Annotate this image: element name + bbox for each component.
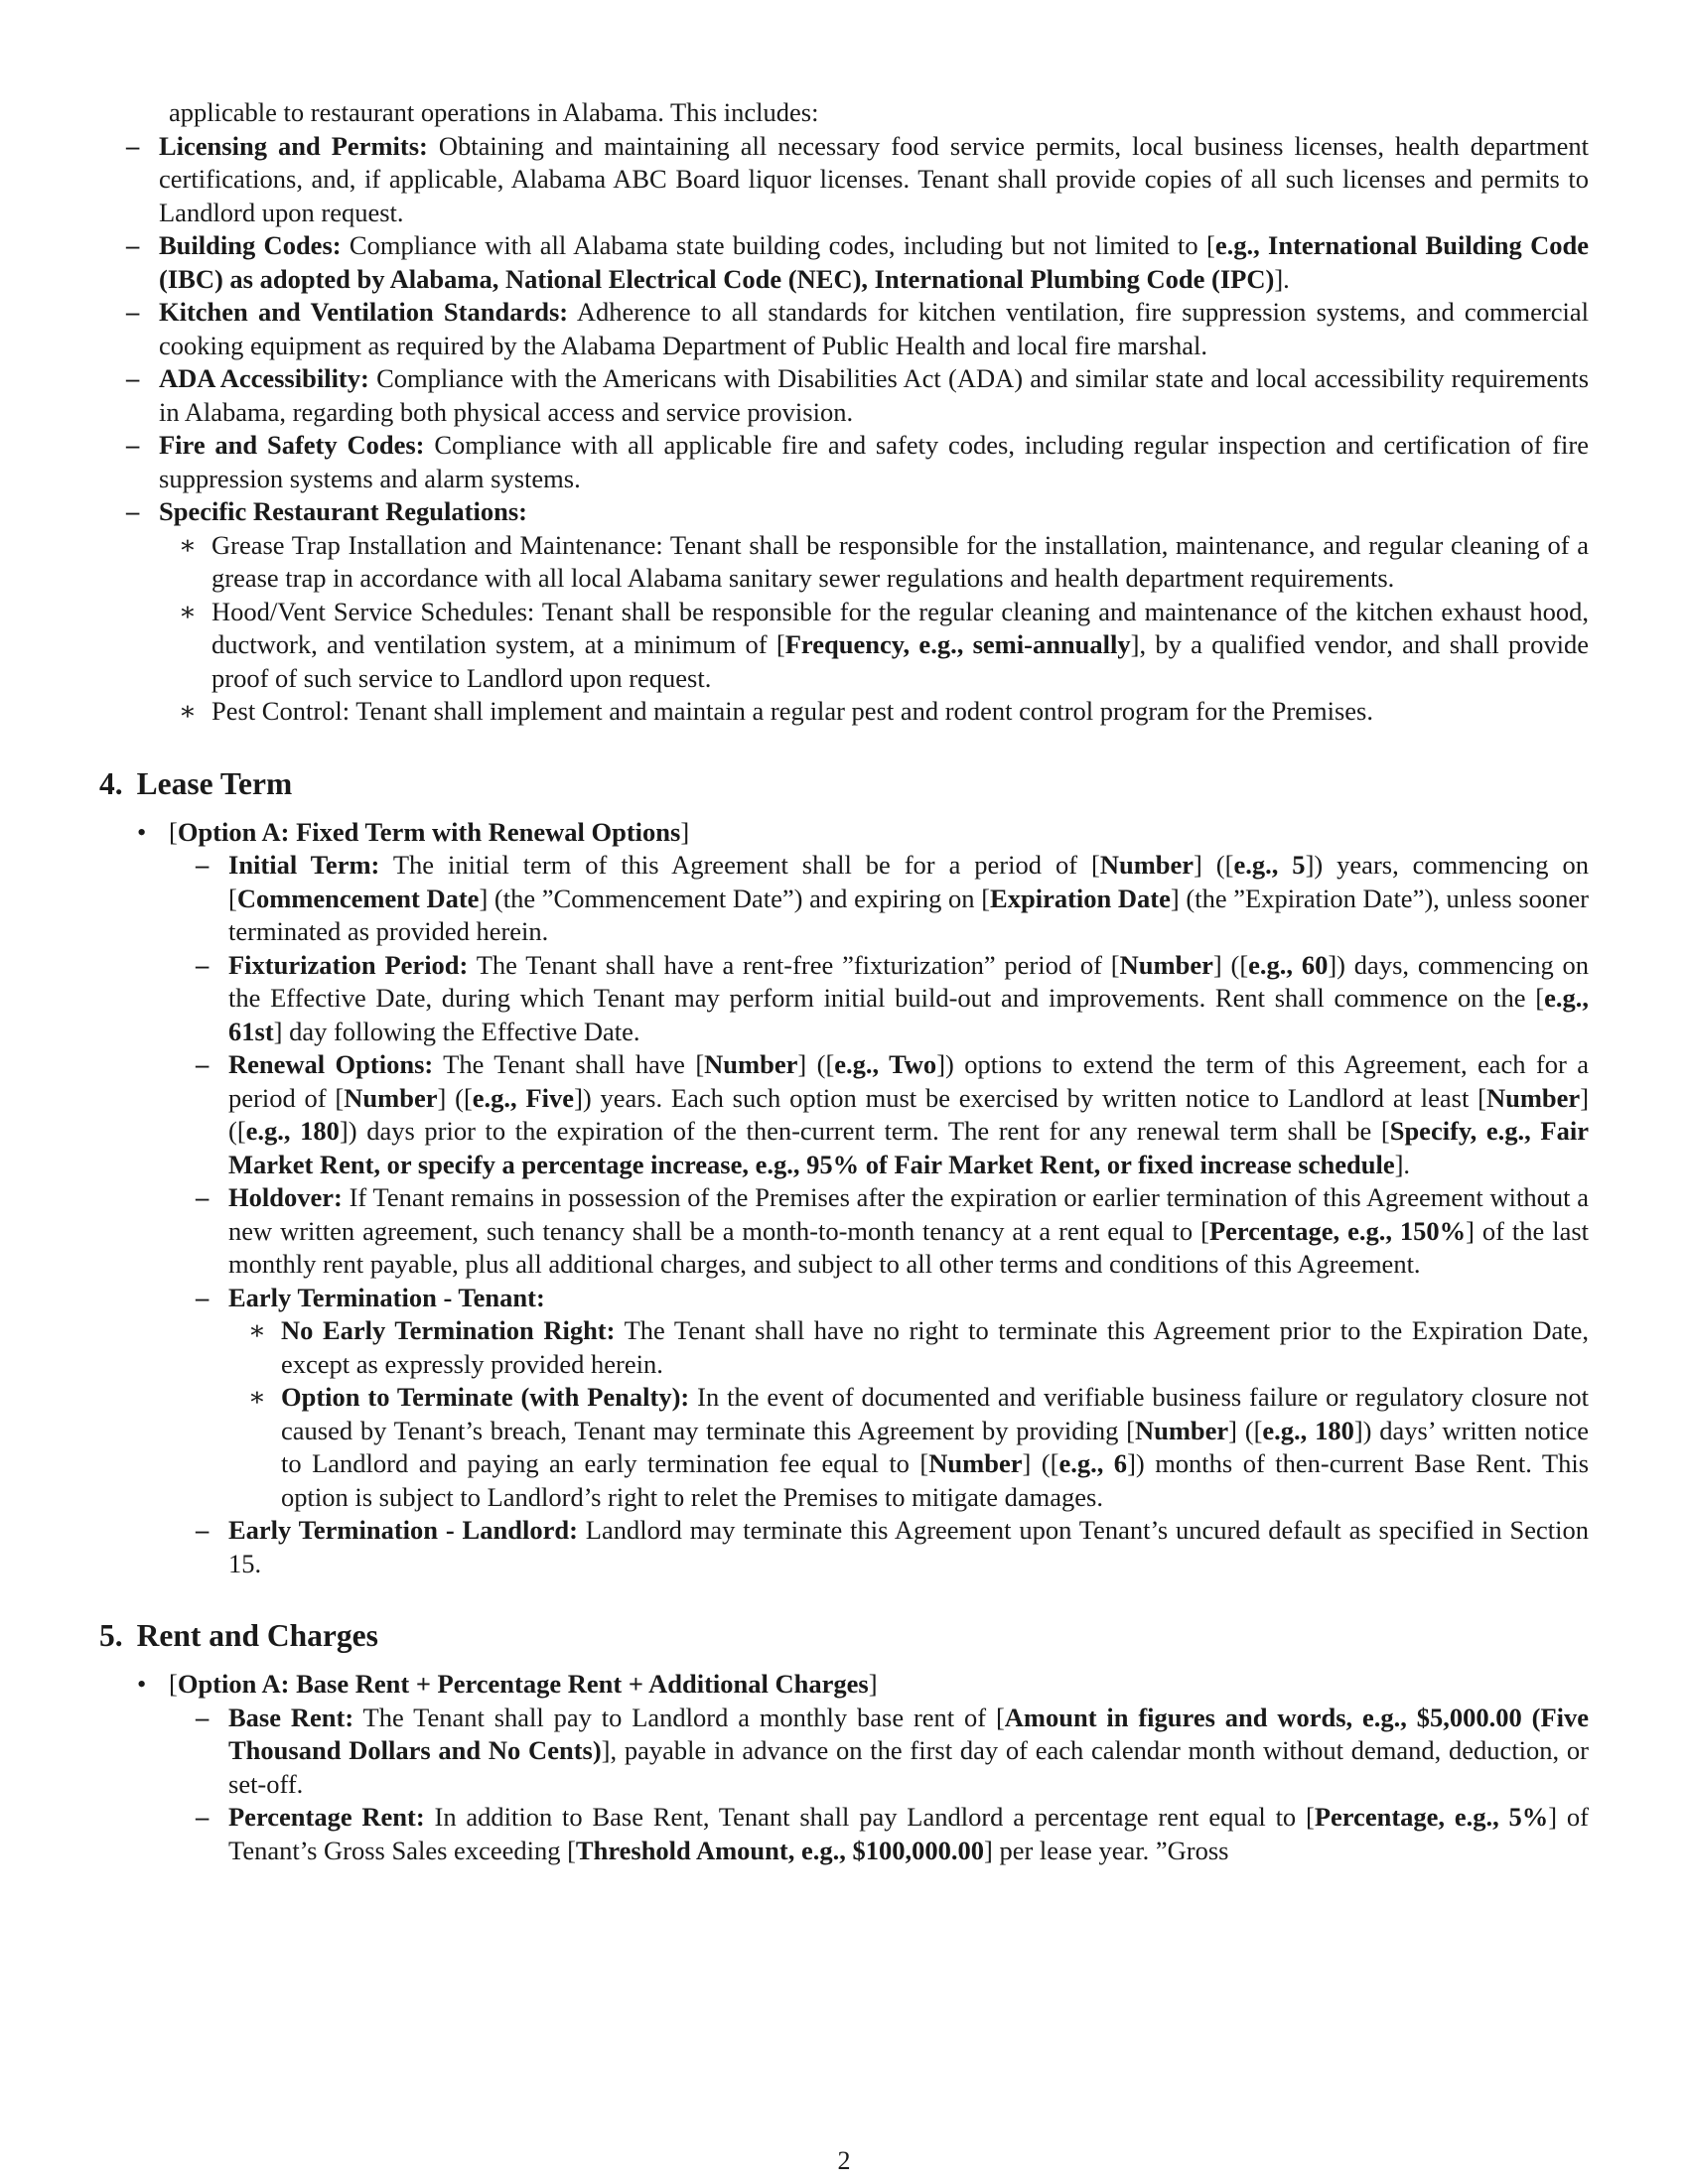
list-item-pest-control (159, 695, 1589, 729)
placeholder-field: Percentage, e.g., 5% (1314, 1802, 1549, 1832)
placeholder-field: e.g., 6 (1058, 1448, 1128, 1478)
item-text: Adherence to all standards for kitchen ventilation, fire suppression systems, and commercial cooking equipment as required by the Alabama Department of Public Health and local fire marshal. (159, 297, 1589, 360)
lease-term-options (99, 816, 1589, 1581)
list-item-option-to-terminate: ∗ Option to Terminate (with Penalty): In the event of documented and verifiable business failure or regulatory closure not caused by Tenant’s breach, Tenant may terminate this Agreement by providing [Number] ([e.g., 180]) days’ written notice to Landlord and paying an early termination fee equal to [Number] ([e.g., 6]) months of then-current Base Rent. This option is subject to Landlord’s right to relet the Premises to mitigate damages. (228, 1381, 1589, 1514)
document-page (99, 96, 1589, 1867)
page-number: 2 (837, 2146, 851, 2175)
item-text: The initial term of this Agreement shall be for a period of (392, 850, 1091, 880)
item-label: Percentage Rent: (228, 1802, 425, 1832)
item-text: day following the Effective Date. (282, 1016, 640, 1046)
compliance-list (30, 130, 1589, 729)
item-text-end: . (1283, 263, 1290, 294)
section-number: 4. (99, 765, 123, 801)
item-text: Compliance with all applicable fire and safety codes, including regular inspection and certification of fire suppression systems and alarm systems. (159, 430, 1589, 493)
item-text: ( (1201, 850, 1225, 880)
item-text: Pest Control: Tenant shall implement and maintain a regular pest and rodent control program for the Premises. (211, 696, 1373, 726)
section-heading-lease-term (99, 764, 1589, 804)
placeholder-field: Amount in figures and words, e.g., $5,000.00 (Five Thousand Dollars and No Cents) (228, 1702, 1590, 1765)
item-text: Obtaining and maintaining all necessary food service permits, local business licenses, health department certifications, and, if applicable, Alabama ABC Board liquor licenses. Tenant shall provide copies of all such licenses and permits to Landlord upon request. (159, 130, 1589, 227)
specific-regulations-list (159, 529, 1589, 729)
placeholder-field: Percentage, e.g., 150% (1208, 1215, 1467, 1246)
list-item-hood-vent: ∗ Hood/Vent Service Schedules: Tenant shall be responsible for the regular cleaning and maintenance of the kitchen exhaust hood, ductwork, and ventilation system, at a minimum of [Frequency, e.g., semi-annually], by a qualified vendor, and shall provide proof of such service to Landlord upon request. (159, 596, 1589, 696)
item-text: ( (806, 1049, 826, 1079)
list-item-early-termination-landlord (99, 1514, 1589, 1580)
list-item-percentage-rent: – Percentage Rent: In addition to Base Rent, Tenant shall pay Landlord a percentage rent equal to [Percentage, e.g., 5%] of Tenant’s Gross Sales exceeding [Threshold Amount, e.g., $100,000.00] per lease year. ”Gross (99, 1801, 1589, 1867)
list-item-grease-trap (159, 529, 1589, 596)
item-text: (the ”Commencement Date”) and expiring on (488, 883, 982, 913)
section-title: Rent and Charges (136, 1618, 378, 1653)
item-text: The Tenant shall pay to Landlord a monthly base rent of (362, 1702, 996, 1732)
option-label: Option A: Fixed Term with Renewal Options (177, 816, 681, 847)
list-item-initial-term: – Initial Term: The initial term of this Agreement shall be for a period of [Number] ([e.g., 5]) years, commencing on [Commencement Date] (the ”Commencement Date”) and expiring on [Expiration Date] (the ”Expiration Date”), unless sooner terminated as provided herein. (99, 849, 1589, 949)
section-title: Lease Term (136, 765, 293, 801)
item-label: ADA Accessibility: (159, 363, 369, 393)
list-item-licensing (30, 130, 1589, 230)
placeholder-field: e.g., 180 (245, 1116, 340, 1146)
placeholder-field: Number (928, 1448, 1023, 1478)
placeholder-field: Number (1485, 1082, 1581, 1113)
placeholder-field: Threshold Amount, e.g., $100,000.00 (575, 1835, 984, 1865)
section-heading-rent-charges (99, 1616, 1589, 1656)
list-item-no-early-termination (228, 1314, 1589, 1381)
list-item-building-codes: – Building Codes: Compliance with all Alabama state building codes, including but not limited to [e.g., International Building Code (IBC) as adopted by Alabama, National Electrical Code (NEC), International Plumbing Code (IPC)]. (30, 229, 1589, 296)
early-termination-tenant-list (228, 1314, 1589, 1514)
item-text: In addition to Base Rent, Tenant shall pay Landlord a percentage rent equal to (434, 1802, 1306, 1832)
item-label: Holdover: (228, 1182, 343, 1212)
item-text: . (1403, 1149, 1411, 1179)
item-text: Compliance with the Americans with Disabilities Act (ADA) and similar state and local accessibility requirements in Alabama, regarding both physical access and service provision. (159, 363, 1590, 427)
item-text: ( (446, 1082, 464, 1113)
item-text: ) months of then-current Base Rent. This option is subject to Landlord’s right to relet the Premises to mitigate damages. (281, 1448, 1590, 1512)
item-text: ) years, commencing on (1314, 850, 1589, 880)
rent-options (99, 1668, 1589, 1867)
item-label: No Early Termination Right: (281, 1315, 616, 1345)
rent-list (99, 1702, 1589, 1868)
list-item-ada (30, 362, 1589, 429)
item-label: Fire and Safety Codes: (159, 430, 425, 460)
placeholder-field: Commencement Date (236, 883, 480, 913)
item-text: Grease Trap Installation and Maintenance: Tenant shall be responsible for the installation, maintenance, and regular cleaning of a grease trap in accordance with all local Alabama sanitary sewer regulations and health department requirements. (211, 529, 1589, 593)
item-label: Early Termination - Landlord: (228, 1515, 578, 1545)
placeholder-field: e.g., 61st (228, 983, 1589, 1046)
item-text: ( (1221, 949, 1240, 980)
option-item: • [Option A: Base Rent + Percentage Rent + Additional Charges] – Base Rent: The Tenant shall pay to Landlord a monthly base rent of [Amount in figures and words, e.g., $5,000.00 (Five Thousand Dollars and No Cents)], payable in advance on the first day of each calendar month without demand, deduction, or set-off. – Percentage Rent: In addition to Base Rent, Tenant shall pay Landlord a percentage rent equal to [Percentage, e.g., 5%] of Tenant’s Gross Sales exceeding [Threshold Amount, e.g., $100,000.00] per lease year. ”Gross (99, 1668, 1589, 1867)
item-text-end: , by a qualified vendor, and shall provide proof of such service to Landlord upon request. (211, 629, 1589, 693)
placeholder-field: e.g., Two (834, 1049, 937, 1079)
item-label: Renewal Options: (228, 1049, 434, 1079)
item-text: In the event of documented and verifiable business failure or regulatory closure not caused by Tenant’s breach, Tenant may terminate this Agreement by providing (281, 1382, 1590, 1445)
item-label: Kitchen and Ventilation Standards: (159, 297, 569, 327)
item-text: ( (1237, 1415, 1254, 1445)
item-text: ) days prior to the expiration of the then-current term. The rent for any renewal term shall be (348, 1116, 1381, 1146)
item-text: The Tenant shall have (443, 1049, 696, 1079)
list-item-renewal-options: – Renewal Options: The Tenant shall have [Number] ([e.g., Two]) options to extend the term of this Agreement, each for a period of [Number] ([e.g., Five]) years. Each such option must be exercised by written notice to Landlord at least [Number] ([e.g., 180]) days prior to the expiration of the then-current term. The rent for any renewal term shall be [Specify, e.g., Fair Market Rent, or specify a percentage increase, e.g., 95% of Fair Market Rent, or fixed increase schedule]. (99, 1048, 1589, 1181)
list-item-base-rent: – Base Rent: The Tenant shall pay to Landlord a monthly base rent of [Amount in figures and words, e.g., $5,000.00 (Five Thousand Dollars and No Cents)], payable in advance on the first day of each calendar month without demand, deduction, or set-off. (99, 1702, 1589, 1802)
item-label: Option to Terminate (with Penalty): (281, 1382, 690, 1412)
item-label: Specific Restaurant Regulations: (159, 496, 527, 526)
option-item: • [Option A: Fixed Term with Renewal Options] – Initial Term: The initial term of this Agreement shall be for a period of [Number] ([e.g., 5]) years, commencing on [Commencement Date] (the ”Commencement Date”) and expiring on [Expiration Date] (the ”Expiration Date”), unless sooner terminated as provided herein. – Fixturization Period: The Tenant shall have a rent-free ”fixturization” period of [Number] ([e.g., 60]) days, commencing on the Effective Date, during which Tenant may perform initial build-out and improvements. Rent shall commence on the [e.g., 61st] day following the Effective Date. – Renewal Options: The Tenant shall have [Number] ([e.g., Two]) options to extend the term of this Agreement, each for a period of [Number] ([e.g., Five]) years. Each such option must be exercised by written notice to Landlord at least [Number] ([e.g., 180]) days prior to the expiration of the then-current term. The rent for any renewal term shall be [Specify, e.g., Fair Market Rent, or specify a percentage increase, e.g., 95% of Fair Market Rent, or fixed increase schedule]. – Holdover: If Tenant remains in possession of the Premises after the expiration or earlier termination of this Agreement without a new written agreement, such tenancy shall be a month-to-month tenancy at a rent equal to [Percentage, e.g., 150%] of the last monthly rent payable, plus all additional charges, and subject to all other terms and conditions of this Agreement. – Early Termination - Tenant: ∗ No Early Termination Right: The Tenant shall have no right to terminate this Agreement prior to the Expiration Date, except as expressly provided herein. ∗ Option to Terminate (with Penalty): In the event of documented and verifiable business failure or regulatory closure not caused by Tenant’s breach, Tenant may terminate this Agreement by providing [Number] ([e.g., 180]) days’ written notice to Landlord and paying an early termination fee equal to [Number] ([e.g., 6]) months of then-current Base Rent. This option is subject to Landlord’s right to relet the Premises to mitigate damages. – Early Termination - Landlord: Landlord may terminate this Agreement upon Tenant’s uncured default as specified in Section 15. (99, 816, 1589, 1581)
item-text: ( (228, 1116, 237, 1146)
item-label: Fixturization Period: (228, 949, 469, 980)
placeholder-field: Number (1119, 949, 1213, 980)
item-text: ) options to extend the term of this Agreement, each for a period of (228, 1049, 1589, 1113)
placeholder-field: e.g., 180 (1262, 1415, 1354, 1445)
item-label: Initial Term: (228, 850, 380, 880)
item-text: of the last monthly rent payable, plus all additional charges, and subject to all other terms and conditions of this Agreement. (228, 1215, 1590, 1279)
item-text: ) years. Each such option must be exercised by written notice to Landlord at least (582, 1082, 1478, 1113)
list-item-holdover: – Holdover: If Tenant remains in possession of the Premises after the expiration or earlier termination of this Agreement without a new written agreement, such tenancy shall be a month-to-month tenancy at a rent equal to [Percentage, e.g., 150%] of the last monthly rent payable, plus all additional charges, and subject to all other terms and conditions of this Agreement. (99, 1181, 1589, 1282)
option-label: Option A: Base Rent + Percentage Rent + Additional Charges (177, 1669, 869, 1699)
placeholder-field: e.g., 60 (1248, 949, 1329, 980)
item-text: ) days’ written notice to Landlord and paying an early termination fee equal to (281, 1415, 1589, 1478)
list-item-fixturization: – Fixturization Period: The Tenant shall have a rent-free ”fixturization” period of [Number] ([e.g., 60]) days, commencing on the Effective Date, during which Tenant may perform initial build-out and improvements. Rent shall commence on the [e.g., 61st] day following the Effective Date. (99, 949, 1589, 1049)
placeholder-field: Number (1099, 850, 1195, 880)
placeholder-field: Specify, e.g., Fair Market Rent, or specify a percentage increase, e.g., 95% of Fair Market Rent, or fixed increase schedule (228, 1116, 1589, 1179)
placeholder-field: Number (704, 1049, 798, 1079)
list-item-kitchen-ventilation (30, 296, 1589, 362)
placeholder-field: Number (1134, 1415, 1229, 1445)
placeholder-field: e.g., Five (472, 1082, 575, 1113)
item-text: The Tenant shall have a rent-free ”fixturization” period of (476, 949, 1111, 980)
section-number: 5. (99, 1618, 123, 1653)
item-text: Compliance with all Alabama state building codes, including but not limited to (349, 230, 1206, 260)
placeholder-field: Number (344, 1082, 438, 1113)
item-text: If Tenant remains in possession of the Premises after the expiration or earlier termination of this Agreement without a new written agreement, such tenancy shall be a month-to-month tenancy at a rent equal to (228, 1182, 1590, 1246)
item-text: The Tenant shall have no right to terminate this Agreement prior to the Expiration Date, except as expressly provided herein. (281, 1315, 1589, 1379)
item-label: Licensing and Permits: (159, 130, 428, 161)
item-text: Hood/Vent Service Schedules: Tenant shall be responsible for the regular cleaning and maintenance of the kitchen exhaust hood, ductwork, and ventilation system, at a minimum of (211, 596, 1589, 659)
placeholder-field: Frequency, e.g., semi-annually (784, 629, 1131, 659)
item-text: , payable in advance on the first day of each calendar month without demand, deduction, or set-off. (228, 1735, 1590, 1799)
lease-term-list (99, 849, 1589, 1580)
list-item-specific-regulations (30, 495, 1589, 729)
item-label: Base Rent: (228, 1702, 354, 1732)
list-item-early-termination-tenant (99, 1282, 1589, 1515)
item-label: Building Codes: (159, 230, 342, 260)
item-text: of Tenant’s Gross Sales exceeding (228, 1802, 1590, 1865)
placeholder-field: Expiration Date (990, 883, 1171, 913)
placeholder-field: e.g., 5 (1233, 850, 1306, 880)
item-label: Early Termination - Tenant: (228, 1282, 545, 1312)
item-text: per lease year. ”Gross (992, 1835, 1229, 1865)
item-text: ) days, commencing on the Effective Date, during which Tenant may perform initial build-out and improvements. Rent shall commence on the (228, 949, 1590, 1013)
item-text: ( (1031, 1448, 1051, 1478)
item-text: Landlord may terminate this Agreement upon Tenant’s uncured default as specified in Section 15. (228, 1515, 1589, 1578)
item-text: (the ”Expiration Date”), unless sooner terminated as provided herein. (228, 883, 1590, 946)
placeholder-field: e.g., International Building Code (IBC) as adopted by Alabama, National Electrical Code (NEC), International Plumbing Code (IPC) (159, 230, 1589, 294)
intro-paragraph: applicable to restaurant operations in Alabama. This includes: (169, 97, 819, 127)
list-item-fire-safety (30, 429, 1589, 495)
